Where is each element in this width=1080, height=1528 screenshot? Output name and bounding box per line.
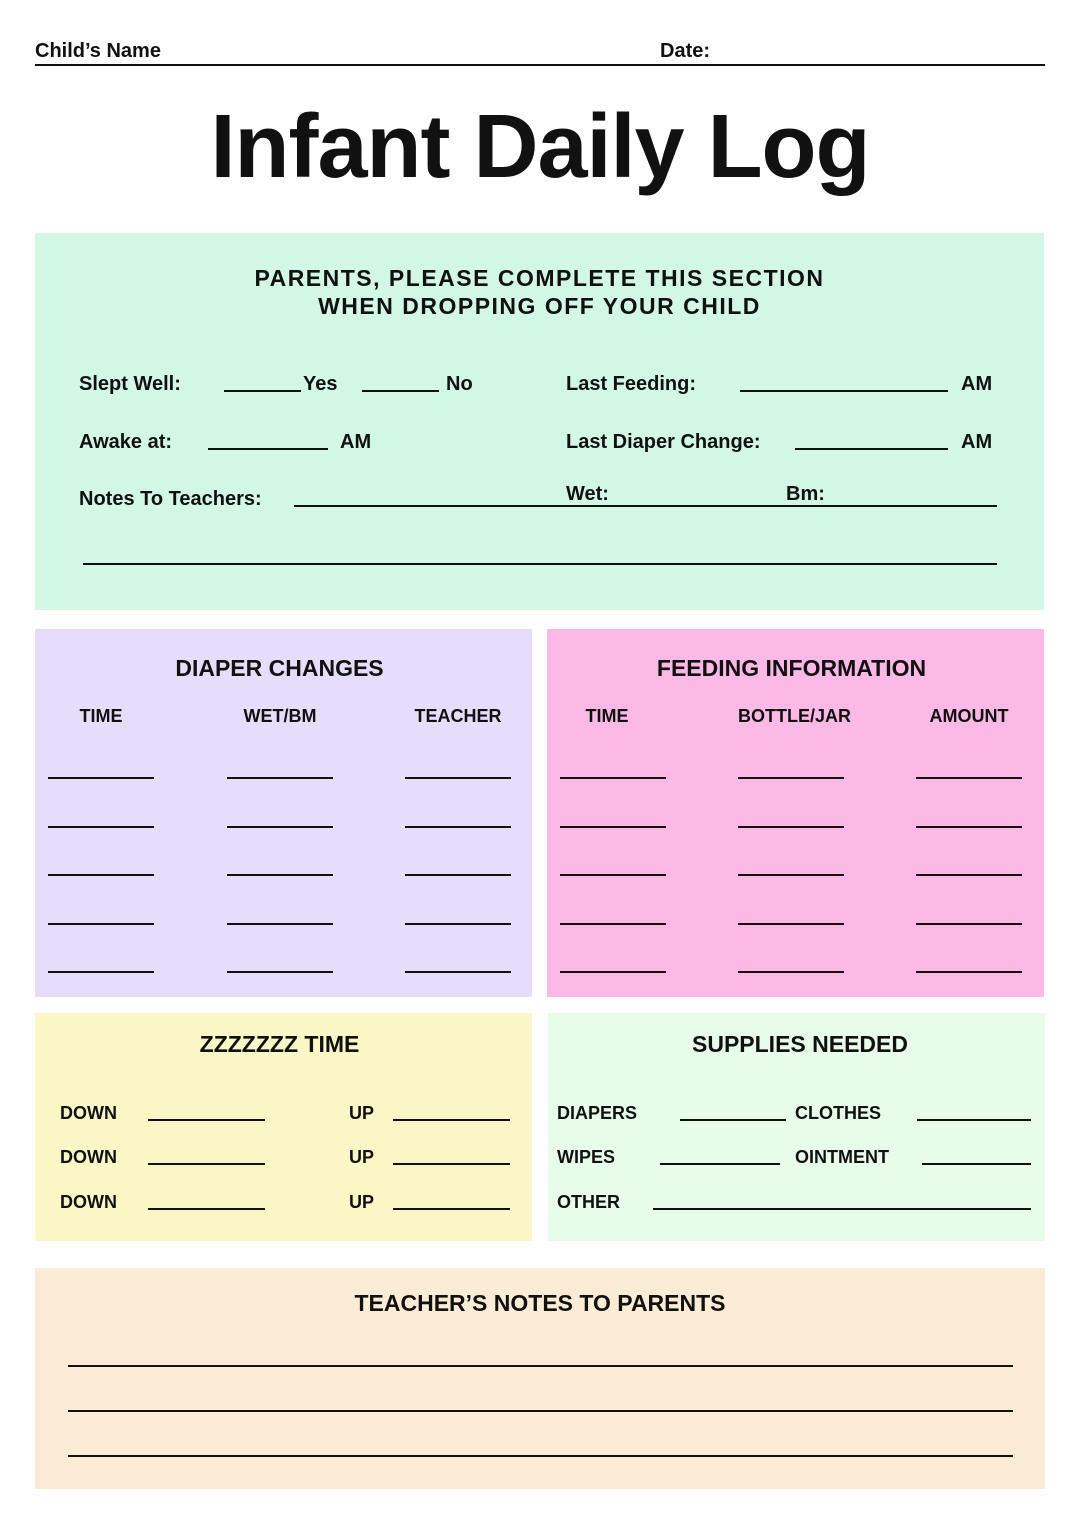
slept-well-label: Slept Well: — [79, 373, 181, 395]
teacher-notes-line[interactable] — [68, 1410, 1013, 1412]
up-label: UP — [349, 1147, 375, 1167]
down-time-field[interactable] — [148, 1119, 265, 1121]
notes-to-teachers-field[interactable] — [294, 505, 997, 507]
diaper-entry-field[interactable] — [405, 777, 511, 779]
up-label: UP — [349, 1192, 375, 1212]
feeding-entry-field[interactable] — [738, 826, 844, 828]
ointment-label: OINTMENT — [795, 1147, 889, 1167]
bm-label: Bm: — [786, 483, 825, 505]
down-label: DOWN — [60, 1192, 117, 1212]
diaper-entry-field[interactable] — [227, 923, 333, 925]
feeding-entry-field[interactable] — [738, 923, 844, 925]
feeding-information-panel — [547, 629, 1044, 997]
up-time-field[interactable] — [393, 1208, 510, 1210]
feeding-entry-field[interactable] — [560, 777, 666, 779]
feeding-entry-field[interactable] — [560, 826, 666, 828]
sleep-time-title: ZZZZZZZ TIME — [199, 1031, 360, 1057]
diaper-entry-field[interactable] — [48, 971, 154, 973]
child-name-label: Child’s Name — [35, 40, 161, 62]
diaper-changes-panel — [35, 629, 532, 997]
diaper-col-time: TIME — [79, 706, 123, 726]
dropoff-panel — [35, 233, 1044, 610]
teacher-notes-title: TEACHER’S NOTES TO PARENTS — [354, 1290, 726, 1316]
no-label: No — [446, 373, 473, 395]
date-field[interactable] — [720, 40, 1045, 64]
diaper-entry-field[interactable] — [405, 971, 511, 973]
diaper-col-teacher: TEACHER — [414, 706, 502, 726]
diaper-entry-field[interactable] — [227, 826, 333, 828]
diapers-field[interactable] — [680, 1119, 786, 1121]
wet-label: Wet: — [566, 483, 609, 505]
down-time-field[interactable] — [148, 1163, 265, 1165]
feeding-entry-field[interactable] — [916, 874, 1022, 876]
diaper-changes-title: DIAPER CHANGES — [175, 655, 384, 681]
diapers-label: DIAPERS — [557, 1103, 638, 1123]
diaper-entry-field[interactable] — [405, 923, 511, 925]
up-time-field[interactable] — [393, 1163, 510, 1165]
diaper-entry-field[interactable] — [227, 971, 333, 973]
notes-to-teachers-label: Notes To Teachers: — [79, 488, 262, 510]
last-feeding-am-label: AM — [961, 373, 993, 395]
awake-at-field[interactable] — [208, 448, 328, 450]
feeding-entry-field[interactable] — [738, 874, 844, 876]
diaper-entry-field[interactable] — [48, 923, 154, 925]
slept-well-yes-field[interactable] — [224, 390, 301, 392]
awake-am-label: AM — [340, 431, 372, 453]
feeding-col-bottle-jar: BOTTLE/JAR — [738, 706, 852, 726]
slept-well-no-field[interactable] — [362, 390, 439, 392]
last-diaper-change-label: Last Diaper Change: — [566, 431, 761, 453]
other-label: OTHER — [557, 1192, 620, 1212]
dropoff-heading-line1: PARENTS, PLEASE COMPLETE THIS SECTION — [254, 265, 825, 291]
feeding-entry-field[interactable] — [916, 826, 1022, 828]
diaper-entry-field[interactable] — [48, 826, 154, 828]
wipes-label: WIPES — [557, 1147, 616, 1167]
awake-at-label: Awake at: — [79, 431, 173, 453]
diaper-entry-field[interactable] — [227, 874, 333, 876]
up-label: UP — [349, 1103, 375, 1123]
feeding-information-title: FEEDING INFORMATION — [656, 655, 927, 681]
wipes-field[interactable] — [660, 1163, 780, 1165]
clothes-field[interactable] — [917, 1119, 1031, 1121]
diaper-entry-field[interactable] — [405, 874, 511, 876]
last-diaper-am-label: AM — [961, 431, 993, 453]
diaper-entry-field[interactable] — [48, 777, 154, 779]
last-feeding-field[interactable] — [740, 390, 948, 392]
feeding-entry-field[interactable] — [916, 971, 1022, 973]
clothes-label: CLOTHES — [795, 1103, 882, 1123]
diaper-col-wet-bm: WET/BM — [243, 706, 317, 726]
sleep-time-panel — [35, 1013, 532, 1241]
feeding-col-amount: AMOUNT — [929, 706, 1009, 726]
down-label: DOWN — [60, 1147, 117, 1167]
page-title: Infant Daily Log — [210, 97, 870, 197]
feeding-entry-field[interactable] — [560, 971, 666, 973]
feeding-entry-field[interactable] — [560, 923, 666, 925]
other-field[interactable] — [653, 1208, 1031, 1210]
supplies-needed-title: SUPPLIES NEEDED — [692, 1031, 908, 1057]
notes-to-teachers-field-2[interactable] — [83, 563, 997, 565]
teacher-notes-panel — [35, 1268, 1045, 1489]
feeding-entry-field[interactable] — [738, 777, 844, 779]
diaper-entry-field[interactable] — [227, 777, 333, 779]
last-diaper-change-field[interactable] — [795, 448, 948, 450]
diaper-entry-field[interactable] — [48, 874, 154, 876]
last-feeding-label: Last Feeding: — [566, 373, 697, 395]
ointment-field[interactable] — [922, 1163, 1031, 1165]
teacher-notes-line[interactable] — [68, 1455, 1013, 1457]
down-label: DOWN — [60, 1103, 117, 1123]
teacher-notes-line[interactable] — [68, 1365, 1013, 1367]
feeding-entry-field[interactable] — [916, 777, 1022, 779]
child-name-field[interactable] — [35, 64, 1045, 66]
supplies-needed-panel — [548, 1013, 1045, 1241]
diaper-entry-field[interactable] — [405, 826, 511, 828]
date-label: Date: — [660, 40, 711, 62]
up-time-field[interactable] — [393, 1119, 510, 1121]
yes-label: Yes — [303, 373, 338, 395]
dropoff-heading-line2: WHEN DROPPING OFF YOUR CHILD — [318, 293, 761, 319]
down-time-field[interactable] — [148, 1208, 265, 1210]
feeding-entry-field[interactable] — [916, 923, 1022, 925]
feeding-col-time: TIME — [585, 706, 629, 726]
feeding-entry-field[interactable] — [738, 971, 844, 973]
feeding-entry-field[interactable] — [560, 874, 666, 876]
